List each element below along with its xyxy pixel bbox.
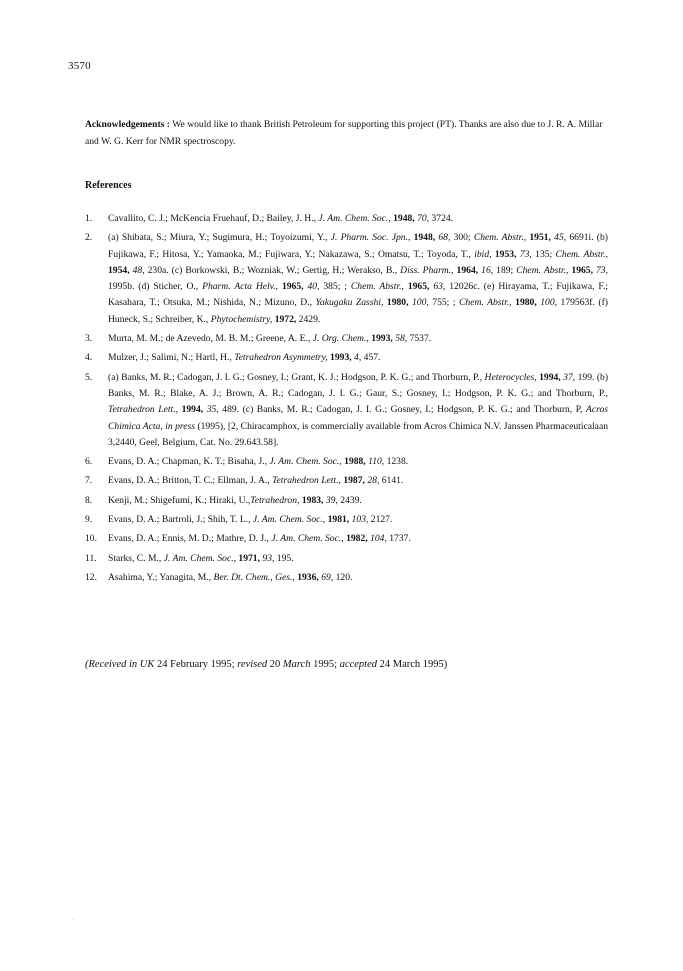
reference-italic-text: 70, xyxy=(417,213,430,224)
reference-italic-text: J. Org. Chem. xyxy=(312,333,367,345)
reference-text: 7537. xyxy=(407,333,432,345)
reference-italic-text: Tetrahedron Lett. xyxy=(272,475,339,487)
reference-text: , xyxy=(275,281,282,293)
reference-item xyxy=(85,350,608,366)
reference-text: 300; xyxy=(450,232,474,244)
reference-italic-text: Chem. Abstr. xyxy=(516,264,566,276)
reference-year: 1965, xyxy=(407,281,430,293)
reference-text: 195. xyxy=(274,552,294,564)
reference-text: 1995b. (d) Sticher, O., xyxy=(108,281,203,293)
reference-italic-text: ibid, xyxy=(474,248,492,260)
reference-year: 1953, xyxy=(494,248,517,260)
reference-text: , xyxy=(407,232,414,244)
acknowledgements-text: We would like to thank British Petroleum for supporting this project (PT). Thanks are also due to J. R. A. Millar and W. G. Kerr for NMR spectroscopy. xyxy=(85,119,603,147)
references-heading: References xyxy=(85,180,132,191)
reference-italic-text: J. Am. Chem. Soc. xyxy=(271,533,342,545)
acknowledgements-heading: Acknowledgements : xyxy=(85,119,171,130)
received-dates-line xyxy=(85,659,447,670)
reference-italic-text: Chem. Abstr. xyxy=(459,297,510,309)
reference-italic-text: 35, xyxy=(206,404,219,416)
reference-italic-text: 40, xyxy=(307,281,320,293)
reference-year: 1987, xyxy=(343,475,365,487)
reference-text: 12026c. (e) Hirayama, T.; Fujikawa, F.; Kasahara, T.; Otsuka, M.; Nishida, N.; Mizuno, D., xyxy=(108,281,609,309)
reference-text: , xyxy=(292,571,298,583)
reference-item xyxy=(85,370,608,451)
scan-mark: . xyxy=(72,913,74,922)
reference-text: , xyxy=(401,281,408,293)
reference-text: 179563f. (f) Huneck, S.; Schreiber, K., xyxy=(108,297,608,325)
reference-text: (1995), [2, Chiracamphox, is commercially available from Acros Chimica N.V. Janssen Pharmaceuticalaan 3,2440, Geel, Belgium, Cat. No. 29.643.58]. xyxy=(108,420,608,448)
reference-text: , xyxy=(233,552,239,564)
reference-number: 6. xyxy=(85,456,93,468)
reference-item xyxy=(85,512,608,528)
reference-number: 4. xyxy=(85,352,93,364)
reference-italic-text: Heterocycles, xyxy=(484,371,537,383)
reference-number: 3. xyxy=(85,333,93,345)
reference-italic-text: 73, xyxy=(596,264,608,276)
reference-number: 10. xyxy=(85,533,97,545)
reference-italic-text: Pharm. Acta Helv. xyxy=(202,281,276,293)
reference-text: 755; ; xyxy=(428,297,459,309)
reference-text: Evans, D. A.; Britton, T. C.; Ellman, J. A., xyxy=(108,475,273,487)
reference-year: 1983, xyxy=(301,494,324,506)
reference-item xyxy=(85,551,608,567)
reference-italic-text: 16, xyxy=(481,264,494,276)
reference-text: , xyxy=(509,297,516,309)
reference-number: 5. xyxy=(85,371,93,383)
reference-text: 6691i. (b) Fujikawa, F.; Hitosa, Y.; Yamaoka, M.; Fujiwara, Y.; Nakazawa, S.; Omatsu, T.; Toyoda, T., xyxy=(108,232,608,260)
reference-text: Asahima, Y.; Yanagita, M., xyxy=(108,571,214,583)
reference-text: , xyxy=(175,404,182,416)
reference-italic-text: 69, xyxy=(321,571,334,583)
reference-text: , xyxy=(338,475,344,487)
reference-italic-text: 100, xyxy=(411,297,429,309)
reference-italic-text: Tetrahedron Lett. xyxy=(108,404,176,416)
reference-italic-text: J. Am. Chem. Soc. xyxy=(163,552,234,564)
reference-item xyxy=(85,331,608,347)
reference-italic-text: Diss. Pharm. xyxy=(400,264,452,276)
reference-item xyxy=(85,570,608,586)
reference-italic-text: 48, xyxy=(132,264,145,276)
reference-italic-text: 45, xyxy=(554,232,567,244)
reference-italic-text: J. Am. Chem. Soc. xyxy=(318,213,389,224)
reference-text: 2429. xyxy=(296,313,321,325)
reference-italic-text: 39, xyxy=(325,494,338,506)
reference-item xyxy=(85,493,608,509)
reference-year: 1965, xyxy=(571,264,593,276)
reference-italic-text: 4, xyxy=(354,352,362,364)
revised-month: March xyxy=(282,659,311,670)
reference-italic-text: 103, xyxy=(351,514,369,526)
accepted-date: 24 March 1995) xyxy=(379,659,448,670)
reference-text: Starks, C. M., xyxy=(108,552,164,564)
reference-text: , xyxy=(388,213,394,224)
reference-text: 189; xyxy=(493,264,517,276)
reference-number: 7. xyxy=(85,475,93,487)
reference-text: Mulzer, J.; Salimi, N.; Hartl, H., xyxy=(108,352,235,364)
reference-italic-text: 104, xyxy=(370,533,387,545)
reference-italic-text: Chem. Abstr. xyxy=(350,281,402,293)
reference-text: , xyxy=(341,533,347,545)
reference-text: Cavallito, C. J.; McKencia Fruehauf, D.; Bailey, J. H., xyxy=(108,213,319,224)
reference-italic-text: Tetrahedron, xyxy=(250,494,300,506)
reference-italic-text: J. Pharm. Soc. Jpn. xyxy=(330,232,408,244)
reference-text: Evans, D. A.; Ennis, M. D.; Mathre, D. J., xyxy=(108,533,272,545)
reference-number: 11. xyxy=(85,552,97,564)
reference-year: 1980, xyxy=(386,297,409,309)
reference-italic-text: 93, xyxy=(262,552,275,564)
reference-italic-text: Yakugaku Zasshi, xyxy=(315,297,384,309)
reference-text: 2127. xyxy=(368,514,393,526)
reference-year: 1994, xyxy=(539,371,561,383)
reference-year: 1972, xyxy=(274,313,297,325)
references-list xyxy=(85,211,608,589)
reference-italic-text: Ber. Dt. Chem., Ges. xyxy=(213,571,293,583)
accepted-label: accepted xyxy=(339,659,377,670)
reference-text: Evans, D. A.; Bartroli, J.; Shih, T. L., xyxy=(108,514,253,526)
reference-text: Kenji, M.; Shigefumi, K.; Hiraki, U., xyxy=(108,494,251,506)
reference-italic-text: J. Am. Chem. Soc. xyxy=(269,456,340,468)
reference-text: 1238. xyxy=(384,456,409,468)
received-label: (Received in UK xyxy=(85,659,155,670)
reference-text: , xyxy=(523,232,530,244)
reference-text: 135; xyxy=(531,248,556,260)
reference-year: 1981, xyxy=(327,514,350,526)
reference-text: , xyxy=(451,264,457,276)
reference-year: 1971, xyxy=(238,552,260,564)
reference-text: 385; ; xyxy=(319,281,351,293)
reference-text: , xyxy=(565,264,572,276)
page-number: 3570 xyxy=(68,60,91,72)
reference-item xyxy=(85,211,608,227)
reference-year: 1982, xyxy=(346,533,368,545)
reference-italic-text: 58, xyxy=(395,333,408,345)
reference-text: 6141. xyxy=(379,475,404,487)
revised-date: 20 xyxy=(269,659,281,670)
reference-number: 12. xyxy=(85,571,97,583)
reference-italic-text: Acros Chimica Acta, in press xyxy=(108,404,609,432)
reference-number: 8. xyxy=(85,494,93,506)
reference-year: 1936, xyxy=(297,571,319,583)
reference-year: 1964, xyxy=(456,264,479,276)
reference-year: 1994, xyxy=(181,404,204,416)
reference-item xyxy=(85,531,608,547)
reference-item xyxy=(85,473,608,489)
reference-italic-text: 100, xyxy=(540,297,558,309)
revised-year: 1995; xyxy=(313,659,338,670)
reference-text: 1737. xyxy=(386,533,411,545)
reference-number: 2. xyxy=(85,232,93,244)
reference-text: (a) Shibata, S.; Miura, Y.; Sugimura, H.; Toyoizumi, Y., xyxy=(108,232,331,244)
reference-year: 1965, xyxy=(281,281,304,293)
reference-text: 230a. (c) Borkowski, B.; Wozniak, W.; Gertig, H.; Werakso, B., xyxy=(144,264,401,276)
reference-year: 1951, xyxy=(529,232,551,244)
reference-year: 1954, xyxy=(108,264,130,276)
reference-text: Murta, M. M.; de Azevedo, M. B. M.; Greene, A. E., xyxy=(108,333,313,345)
reference-text: , xyxy=(605,248,608,260)
reference-text: (a) Banks, M. R.; Cadogan, J. I. G.; Gosney, I.; Grant, K. J.; Hodgson, P. K. G.; and Thorburn, P., xyxy=(108,371,485,383)
reference-year: 1993, xyxy=(371,333,393,345)
reference-italic-text: 68, xyxy=(438,232,451,244)
reference-year: 1980, xyxy=(515,297,537,309)
reference-italic-text: 28, xyxy=(367,475,380,487)
reference-text: 489. (c) Banks, M. R.; Cadogan, J. I. G.; Gosney, I.; Hodgson, P. K. G.; and Thorburn, P, xyxy=(218,404,586,416)
reference-item xyxy=(85,230,608,328)
reference-text: Evans, D. A.; Chapman, K. T.; Bisaha, J., xyxy=(108,456,270,468)
reference-italic-text: Tetrahedron Asymmetry, xyxy=(234,352,328,364)
revised-label: revised xyxy=(237,659,268,670)
reference-italic-text: 37, xyxy=(563,371,576,383)
reference-italic-text: 110, xyxy=(368,456,385,468)
reference-italic-text: J. Am. Chem. Soc. xyxy=(252,514,323,526)
reference-text: , xyxy=(366,333,372,345)
reference-text: 457. xyxy=(361,352,381,364)
reference-italic-text: Phytochemistry, xyxy=(210,313,273,325)
reference-text: 199. (b) Banks, M. R.; Blake, A. J.; Brown, A. R.; Cadogan, J. I. G.; Gaur, S.; Gosney, I.; Hodgson, P. K. G.; and Thorburn, P., xyxy=(108,371,609,399)
reference-year: 1993, xyxy=(330,352,352,364)
reference-year: 1948, xyxy=(413,232,436,244)
reference-text: , xyxy=(339,456,345,468)
reference-text: 2439. xyxy=(337,494,362,506)
reference-year: 1948, xyxy=(393,213,415,224)
reference-text: , xyxy=(322,514,328,526)
reference-number: 9. xyxy=(85,514,93,526)
received-date: 24 February 1995; xyxy=(157,659,235,670)
reference-number: 1. xyxy=(85,213,93,224)
reference-italic-text: Chem. Abstr. xyxy=(473,232,524,244)
reference-italic-text: 63, xyxy=(433,281,446,293)
reference-text: 3724. xyxy=(429,213,454,224)
reference-year: 1988, xyxy=(344,456,366,468)
reference-italic-text: Chem. Abstr. xyxy=(555,248,606,260)
reference-text: 120. xyxy=(333,571,353,583)
reference-item xyxy=(85,454,608,470)
acknowledgements-paragraph xyxy=(85,116,608,150)
reference-italic-text: 73, xyxy=(519,248,532,260)
